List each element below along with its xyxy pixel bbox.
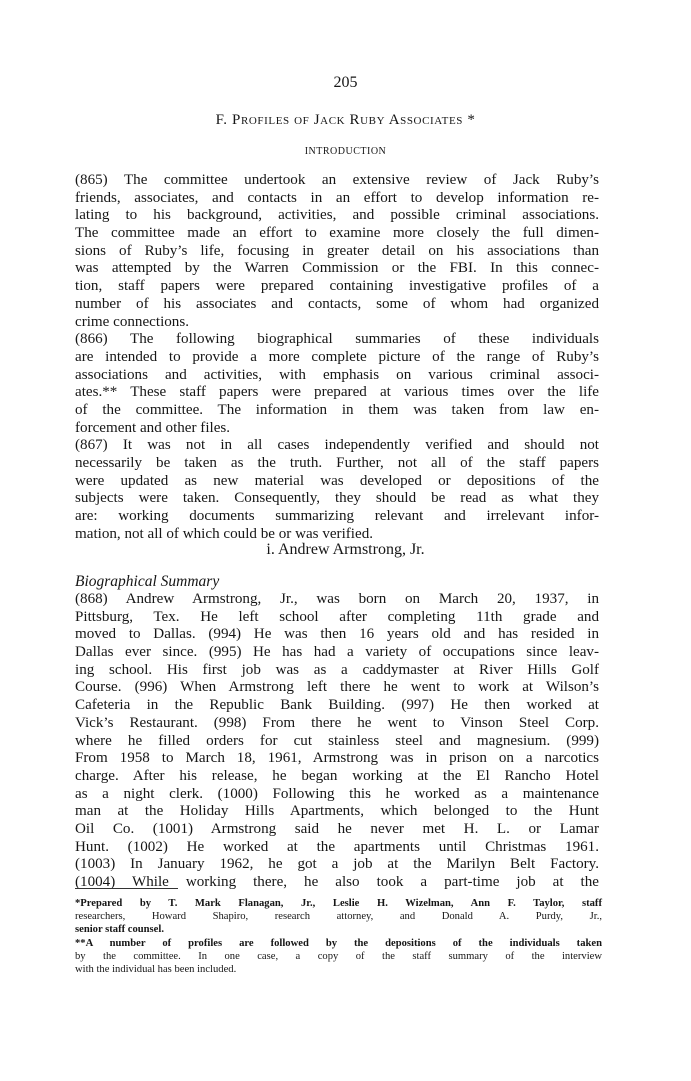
text-line: are intended to provide a more complete picture of the range of Ruby’s: [75, 348, 599, 365]
text-line: (1003) In January 1962, he got a job at the Marilyn Belt Factory.: [75, 856, 599, 873]
biographical-summary-heading: Biographical Summary: [75, 573, 220, 590]
text-line: *Prepared by T. Mark Flanagan, Jr., Leslie H. Wizelman, Ann F. Taylor, staff: [75, 898, 602, 909]
text-line: The committee made an effort to examine more closely the full dimen-: [75, 225, 599, 242]
text-line: ing school. His first job was as a caddymaster at River Hills Golf: [75, 661, 599, 678]
text-line: man at the Holiday Hills Apartments, which belonged to the Hunt: [75, 803, 599, 820]
text-line: (866) The following biographical summaries of these individuals: [75, 331, 599, 348]
text-line: (867) It was not in all cases independently verified and should not: [75, 437, 599, 454]
footnote-divider: [75, 888, 178, 889]
text-line: Cafeteria in the Republic Bank Building. (997) He then worked at: [75, 697, 599, 714]
text-line: of the committee. The information in them was taken from law en-: [75, 401, 599, 418]
text-line: tion, staff papers were prepared containing investigative profiles of a: [75, 278, 599, 295]
footnotes: [75, 897, 602, 976]
text-line: From 1958 to March 18, 1961, Armstrong was in prison on a narcotics: [75, 750, 599, 767]
text-line: (865) The committee undertook an extensive review of Jack Ruby’s: [75, 172, 599, 188]
text-line: by the committee. In one case, a copy of the staff summary of the interview: [75, 950, 602, 962]
text-line: Hunt. (1002) He worked at the apartments until Christmas 1961.: [75, 838, 599, 855]
text-line: moved to Dallas. (994) He was then 16 years old and has resided in: [75, 626, 599, 643]
text-line: forcement and other files.: [75, 419, 231, 436]
text-line: mation, not all of which could be or was verified.: [75, 525, 374, 542]
text-line: were updated as new material was developed or depositions of the: [75, 472, 599, 489]
text-line: senior staff counsel.: [75, 924, 164, 936]
page-number: 205: [333, 74, 358, 91]
text-line: where he filled orders for cut stainless steel and magnesium. (999): [75, 732, 599, 749]
text-line: charge. After his release, he began working at the El Rancho Hotel: [75, 767, 599, 784]
text-line: crime connections.: [75, 313, 189, 330]
text-line: researchers, Howard Shapiro, research attorney, and Donald A. Purdy, Jr.,: [75, 911, 602, 923]
intro-heading: INTRODUCTION: [304, 146, 387, 157]
text-line: (868) Andrew Armstrong, Jr., was born on March 20, 1937, in: [75, 591, 599, 607]
text-line: number of his associates and contacts, some of whom had organized: [75, 295, 599, 312]
text-line: with the individual has been included.: [75, 963, 237, 975]
text-line: Course. (996) When Armstrong left there he went to work at Wilson’s: [75, 679, 599, 696]
section-title: F. Profiles of Jack Ruby Associates *: [215, 112, 476, 128]
text-line: **A number of profiles are followed by the depositions of the individuals taken: [75, 937, 602, 949]
text-line: lating to his background, activities, and possible criminal associations.: [75, 207, 599, 224]
text-line: Vick’s Restaurant. (998) From there he went to Vinson Steel Corp.: [75, 714, 599, 731]
text-line: Pittsburg, Tex. He left school after completing 11th grade and: [75, 608, 599, 625]
text-line: are: working documents summarizing relevant and irrelevant infor-: [75, 508, 599, 525]
text-line: associations and activities, with emphasis on various criminal associ-: [75, 366, 599, 383]
biographical-summary-text: [75, 591, 599, 892]
text-line: sions of Ruby’s life, focusing in greater detail on his associations than: [75, 242, 599, 259]
person-title: i. Andrew Armstrong, Jr.: [266, 541, 425, 558]
text-line: was attempted by the Warren Commission or the FBI. In this connec-: [75, 260, 599, 277]
text-line: (1004) While working there, he also took a part-time job at the: [75, 874, 599, 890]
text-line: ates.** These staff papers were prepared at various times over the life: [75, 384, 599, 401]
text-line: as a night clerk. (1000) Following this he worked as a maintenance: [75, 785, 599, 802]
text-line: necessarily be taken as the truth. Further, not all of the staff papers: [75, 455, 599, 471]
text-line: Dallas ever since. (995) He has had a variety of occupations since leav-: [75, 644, 599, 661]
intro-paragraphs: [75, 172, 599, 543]
text-line: subjects were taken. Consequently, they should be read as what they: [75, 490, 599, 507]
text-line: Oil Co. (1001) Armstrong said he never met H. L. or Lamar: [75, 820, 599, 837]
text-line: friends, associates, and contacts in an effort to develop information re-: [75, 189, 599, 206]
